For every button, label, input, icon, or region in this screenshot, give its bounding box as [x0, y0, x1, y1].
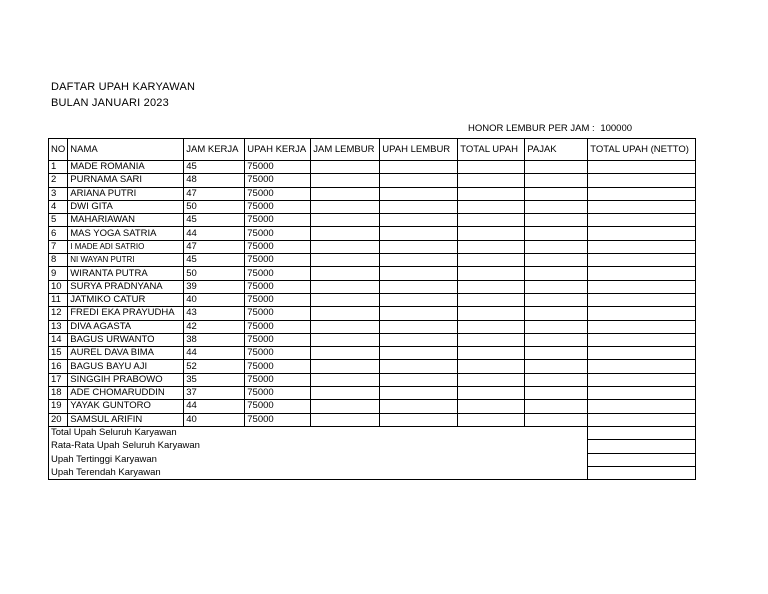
table-row	[49, 187, 696, 200]
empty-cell	[380, 293, 458, 306]
row-number-cell: 14	[49, 333, 68, 346]
wage-cell: 75000	[245, 267, 311, 280]
empty-cell	[588, 373, 696, 386]
overtime-rate	[468, 123, 632, 134]
table-row	[49, 333, 696, 346]
empty-cell	[458, 214, 525, 227]
name-cell: BAGUS URWANTO	[68, 333, 184, 346]
empty-cell	[588, 227, 696, 240]
empty-cell	[380, 267, 458, 280]
table-row	[49, 307, 696, 320]
name-cell: YAYAK GUNTORO	[68, 400, 184, 413]
wage-cell: 75000	[245, 174, 311, 187]
empty-cell	[311, 400, 380, 413]
empty-cell	[525, 347, 588, 360]
empty-cell	[458, 174, 525, 187]
work-hours-cell: 45	[184, 161, 245, 174]
empty-cell	[458, 187, 525, 200]
empty-cell	[311, 174, 380, 187]
work-hours-cell: 39	[184, 280, 245, 293]
row-number-cell: 15	[49, 347, 68, 360]
empty-cell	[380, 280, 458, 293]
column-header: UPAH KERJA	[245, 139, 311, 161]
work-hours-cell: 48	[184, 174, 245, 187]
row-number-cell: 19	[49, 400, 68, 413]
table-row	[49, 161, 696, 174]
summary-value-cell	[588, 466, 696, 479]
summary-row	[49, 426, 696, 439]
table-row	[49, 320, 696, 333]
name-cell: DIVA AGASTA	[68, 320, 184, 333]
empty-cell	[311, 387, 380, 400]
name-cell: DWI GITA	[68, 200, 184, 213]
name-cell: ARIANA PUTRI	[68, 187, 184, 200]
empty-cell	[525, 307, 588, 320]
overtime-rate-value: 100000	[600, 123, 633, 134]
name-cell: AUREL DAVA BIMA	[68, 347, 184, 360]
empty-cell	[458, 267, 525, 280]
work-hours-cell: 42	[184, 320, 245, 333]
empty-cell	[525, 373, 588, 386]
name-cell: SURYA PRADNYANA	[68, 280, 184, 293]
wage-cell: 75000	[245, 333, 311, 346]
wage-cell: 75000	[245, 413, 311, 426]
row-number-cell: 7	[49, 240, 68, 253]
name-cell: MAHARIAWAN	[68, 214, 184, 227]
name-cell: WIRANTA PUTRA	[68, 267, 184, 280]
table-row	[49, 267, 696, 280]
empty-cell	[525, 200, 588, 213]
table-row	[49, 400, 696, 413]
table-header-row	[49, 139, 696, 161]
empty-cell	[588, 333, 696, 346]
work-hours-cell: 52	[184, 360, 245, 373]
table-row	[49, 280, 696, 293]
empty-cell	[525, 413, 588, 426]
empty-cell	[588, 240, 696, 253]
empty-cell	[380, 400, 458, 413]
summary-label: Total Upah Seluruh Karyawan	[49, 426, 588, 439]
column-header: JAM KERJA	[184, 139, 245, 161]
empty-cell	[588, 174, 696, 187]
summary-value-cell	[588, 426, 696, 439]
wage-cell: 75000	[245, 373, 311, 386]
empty-cell	[458, 161, 525, 174]
empty-cell	[380, 227, 458, 240]
wage-cell: 75000	[245, 187, 311, 200]
empty-cell	[525, 293, 588, 306]
table-row	[49, 413, 696, 426]
empty-cell	[458, 240, 525, 253]
table-row	[49, 214, 696, 227]
document-title: DAFTAR UPAH KARYAWAN	[51, 81, 196, 93]
empty-cell	[311, 254, 380, 267]
row-number-cell: 12	[49, 307, 68, 320]
empty-cell	[588, 267, 696, 280]
row-number-cell: 17	[49, 373, 68, 386]
summary-label: Upah Terendah Karyawan	[49, 466, 588, 479]
empty-cell	[525, 387, 588, 400]
row-number-cell: 10	[49, 280, 68, 293]
name-cell: JATMIKO CATUR	[68, 293, 184, 306]
empty-cell	[458, 280, 525, 293]
work-hours-cell: 43	[184, 307, 245, 320]
name-cell: MAS YOGA SATRIA	[68, 227, 184, 240]
empty-cell	[380, 161, 458, 174]
empty-cell	[311, 320, 380, 333]
summary-value-cell	[588, 453, 696, 466]
empty-cell	[588, 360, 696, 373]
empty-cell	[525, 333, 588, 346]
summary-row	[49, 466, 696, 479]
table-row	[49, 347, 696, 360]
empty-cell	[588, 307, 696, 320]
empty-cell	[525, 320, 588, 333]
table-row	[49, 227, 696, 240]
table-row	[49, 293, 696, 306]
table-row	[49, 240, 696, 253]
wage-cell: 75000	[245, 293, 311, 306]
work-hours-cell: 40	[184, 293, 245, 306]
work-hours-cell: 50	[184, 267, 245, 280]
empty-cell	[311, 267, 380, 280]
work-hours-cell: 45	[184, 214, 245, 227]
empty-cell	[525, 174, 588, 187]
row-number-cell: 8	[49, 254, 68, 267]
empty-cell	[380, 174, 458, 187]
empty-cell	[525, 214, 588, 227]
empty-cell	[458, 227, 525, 240]
empty-cell	[458, 254, 525, 267]
empty-cell	[588, 320, 696, 333]
name-cell: MADE ROMANIA	[68, 161, 184, 174]
empty-cell	[311, 280, 380, 293]
empty-cell	[311, 347, 380, 360]
work-hours-cell: 40	[184, 413, 245, 426]
wage-cell: 75000	[245, 161, 311, 174]
row-number-cell: 20	[49, 413, 68, 426]
work-hours-cell: 47	[184, 187, 245, 200]
work-hours-cell: 38	[184, 333, 245, 346]
empty-cell	[311, 360, 380, 373]
empty-cell	[311, 240, 380, 253]
empty-cell	[525, 360, 588, 373]
column-header: UPAH LEMBUR	[380, 139, 458, 161]
empty-cell	[525, 254, 588, 267]
empty-cell	[458, 293, 525, 306]
empty-cell	[311, 214, 380, 227]
table-row	[49, 254, 696, 267]
work-hours-cell: 37	[184, 387, 245, 400]
empty-cell	[311, 373, 380, 386]
empty-cell	[380, 307, 458, 320]
empty-cell	[380, 387, 458, 400]
empty-cell	[311, 227, 380, 240]
table-row	[49, 174, 696, 187]
name-cell: NI WAYAN PUTRI	[68, 254, 184, 267]
empty-cell	[380, 214, 458, 227]
work-hours-cell: 44	[184, 400, 245, 413]
wage-cell: 75000	[245, 360, 311, 373]
empty-cell	[588, 347, 696, 360]
row-number-cell: 3	[49, 187, 68, 200]
empty-cell	[525, 240, 588, 253]
empty-cell	[525, 267, 588, 280]
row-number-cell: 18	[49, 387, 68, 400]
empty-cell	[380, 200, 458, 213]
empty-cell	[380, 373, 458, 386]
row-number-cell: 9	[49, 267, 68, 280]
column-header: NAMA	[68, 139, 184, 161]
empty-cell	[380, 187, 458, 200]
name-cell: SAMSUL ARIFIN	[68, 413, 184, 426]
wage-cell: 75000	[245, 254, 311, 267]
overtime-rate-label: HONOR LEMBUR PER JAM :	[468, 123, 595, 134]
row-number-cell: 1	[49, 161, 68, 174]
empty-cell	[458, 347, 525, 360]
empty-cell	[458, 387, 525, 400]
empty-cell	[380, 254, 458, 267]
empty-cell	[458, 307, 525, 320]
summary-value-cell	[588, 440, 696, 453]
wage-cell: 75000	[245, 214, 311, 227]
table-row	[49, 387, 696, 400]
work-hours-cell: 44	[184, 347, 245, 360]
empty-cell	[458, 200, 525, 213]
empty-cell	[311, 293, 380, 306]
wage-cell: 75000	[245, 400, 311, 413]
empty-cell	[380, 413, 458, 426]
work-hours-cell: 47	[184, 240, 245, 253]
empty-cell	[525, 400, 588, 413]
summary-row	[49, 440, 696, 453]
empty-cell	[458, 320, 525, 333]
empty-cell	[588, 293, 696, 306]
empty-cell	[525, 280, 588, 293]
empty-cell	[311, 187, 380, 200]
summary-row	[49, 453, 696, 466]
empty-cell	[588, 400, 696, 413]
name-cell: BAGUS BAYU AJI	[68, 360, 184, 373]
wage-cell: 75000	[245, 227, 311, 240]
wage-cell: 75000	[245, 347, 311, 360]
name-cell: FREDI EKA PRAYUDHA	[68, 307, 184, 320]
empty-cell	[458, 400, 525, 413]
empty-cell	[458, 333, 525, 346]
row-number-cell: 13	[49, 320, 68, 333]
empty-cell	[458, 373, 525, 386]
document-subtitle: BULAN JANUARI 2023	[51, 97, 169, 109]
column-header: NO	[49, 139, 68, 161]
empty-cell	[311, 161, 380, 174]
summary-label: Rata-Rata Upah Seluruh Karyawan	[49, 440, 588, 453]
summary-label: Upah Tertinggi Karyawan	[49, 453, 588, 466]
empty-cell	[311, 307, 380, 320]
name-cell: I MADE ADI SATRIO	[68, 240, 184, 253]
name-cell: PURNAMA SARI	[68, 174, 184, 187]
wage-cell: 75000	[245, 320, 311, 333]
table-row	[49, 373, 696, 386]
column-header: TOTAL UPAH (NETTO)	[588, 139, 696, 161]
empty-cell	[525, 161, 588, 174]
empty-cell	[311, 200, 380, 213]
name-cell: SINGGIH PRABOWO	[68, 373, 184, 386]
work-hours-cell: 44	[184, 227, 245, 240]
wage-table	[48, 138, 696, 480]
column-header: JAM LEMBUR	[311, 139, 380, 161]
empty-cell	[311, 413, 380, 426]
row-number-cell: 16	[49, 360, 68, 373]
wage-cell: 75000	[245, 280, 311, 293]
empty-cell	[588, 387, 696, 400]
empty-cell	[380, 333, 458, 346]
empty-cell	[380, 240, 458, 253]
empty-cell	[588, 214, 696, 227]
empty-cell	[311, 333, 380, 346]
wage-cell: 75000	[245, 240, 311, 253]
table-row	[49, 360, 696, 373]
work-hours-cell: 35	[184, 373, 245, 386]
empty-cell	[525, 187, 588, 200]
row-number-cell: 2	[49, 174, 68, 187]
row-number-cell: 5	[49, 214, 68, 227]
name-cell: ADE CHOMARUDDIN	[68, 387, 184, 400]
empty-cell	[380, 360, 458, 373]
empty-cell	[525, 227, 588, 240]
empty-cell	[588, 280, 696, 293]
column-header: TOTAL UPAH	[458, 139, 525, 161]
work-hours-cell: 45	[184, 254, 245, 267]
work-hours-cell: 50	[184, 200, 245, 213]
empty-cell	[588, 413, 696, 426]
empty-cell	[380, 347, 458, 360]
row-number-cell: 4	[49, 200, 68, 213]
empty-cell	[588, 254, 696, 267]
row-number-cell: 6	[49, 227, 68, 240]
table-row	[49, 200, 696, 213]
column-header: PAJAK	[525, 139, 588, 161]
empty-cell	[380, 320, 458, 333]
empty-cell	[588, 161, 696, 174]
empty-cell	[458, 360, 525, 373]
empty-cell	[458, 413, 525, 426]
wage-cell: 75000	[245, 307, 311, 320]
empty-cell	[588, 200, 696, 213]
empty-cell	[588, 187, 696, 200]
wage-cell: 75000	[245, 387, 311, 400]
wage-cell: 75000	[245, 200, 311, 213]
row-number-cell: 11	[49, 293, 68, 306]
